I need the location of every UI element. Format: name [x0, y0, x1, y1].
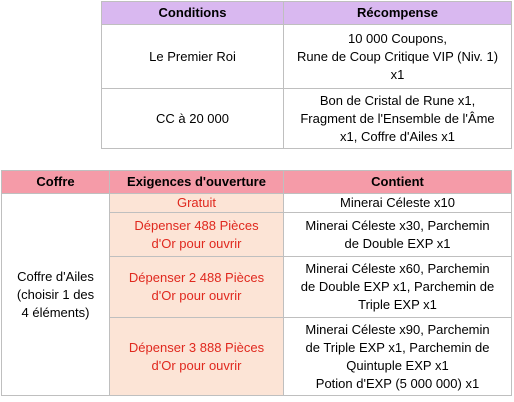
condition-cell: Le Premier Roi [102, 25, 284, 89]
table-header-row [102, 2, 512, 25]
conditions-reward-table [101, 1, 512, 149]
contents-line: Quintuple EXP x1 [346, 357, 449, 373]
chest-name-cell [2, 194, 110, 396]
table-row [2, 194, 512, 213]
requirement-line: Dépenser 2 488 Pièces [128, 270, 265, 285]
requirement-cell [110, 194, 284, 213]
reward-line: x1 [390, 66, 405, 82]
contents-line: Minerai Céleste x10 [340, 195, 455, 210]
table-header-row [2, 171, 512, 194]
contents-cell [284, 213, 512, 257]
requirement-line: d'Or pour ouvrir [151, 288, 242, 303]
chest-line: (choisir 1 des [16, 286, 95, 302]
reward-line: Rune de Coup Critique VIP (Niv. 1) [296, 48, 499, 64]
chest-line: Coffre d'Ailes [17, 268, 94, 284]
requirement-cell [110, 213, 284, 257]
reward-line: x1, Coffre d'Ailes x1 [340, 128, 455, 144]
contents-cell [284, 257, 512, 318]
header-conditions: Conditions [102, 2, 284, 25]
contents-line: de Double EXP x1, Parchemin de [300, 279, 495, 294]
table-row [102, 89, 512, 149]
table-row [102, 25, 512, 89]
reward-line: 10 000 Coupons, [347, 30, 448, 46]
contents-line: de Triple EXP x1, Parchemin de [305, 339, 490, 355]
requirement-cell [110, 257, 284, 318]
contents-line: Minerai Céleste x90, Parchemin [305, 321, 490, 337]
contents-cell [284, 318, 512, 396]
chest-line: 4 éléments) [21, 304, 90, 320]
header-chest: Coffre [2, 171, 110, 194]
contents-line: Minerai Céleste x60, Parchemin [305, 261, 490, 276]
contents-line: de Double EXP x1 [344, 235, 451, 251]
contents-cell [284, 194, 512, 213]
requirement-line: Gratuit [176, 195, 216, 210]
requirement-line: d'Or pour ouvrir [151, 235, 242, 251]
condition-cell: CC à 20 000 [102, 89, 284, 149]
contents-line: Potion d'EXP (5 000 000) x1 [315, 375, 480, 391]
reward-cell [284, 25, 512, 89]
requirement-line: d'Or pour ouvrir [151, 357, 242, 373]
header-contains: Contient [284, 171, 512, 194]
reward-line: Bon de Cristal de Rune x1, [319, 92, 476, 108]
chest-contents-table [1, 170, 512, 396]
contents-line: Triple EXP x1 [358, 297, 437, 312]
requirement-cell [110, 318, 284, 396]
requirement-line: Dépenser 488 Pièces [134, 217, 259, 233]
requirement-line: Dépenser 3 888 Pièces [128, 339, 265, 355]
contents-line: Minerai Céleste x30, Parchemin [305, 217, 490, 233]
reward-line: Fragment de l'Ensemble de l'Âme [300, 110, 495, 126]
reward-cell [284, 89, 512, 149]
header-requirements: Exigences d'ouverture [110, 171, 284, 194]
header-reward: Récompense [284, 2, 512, 25]
